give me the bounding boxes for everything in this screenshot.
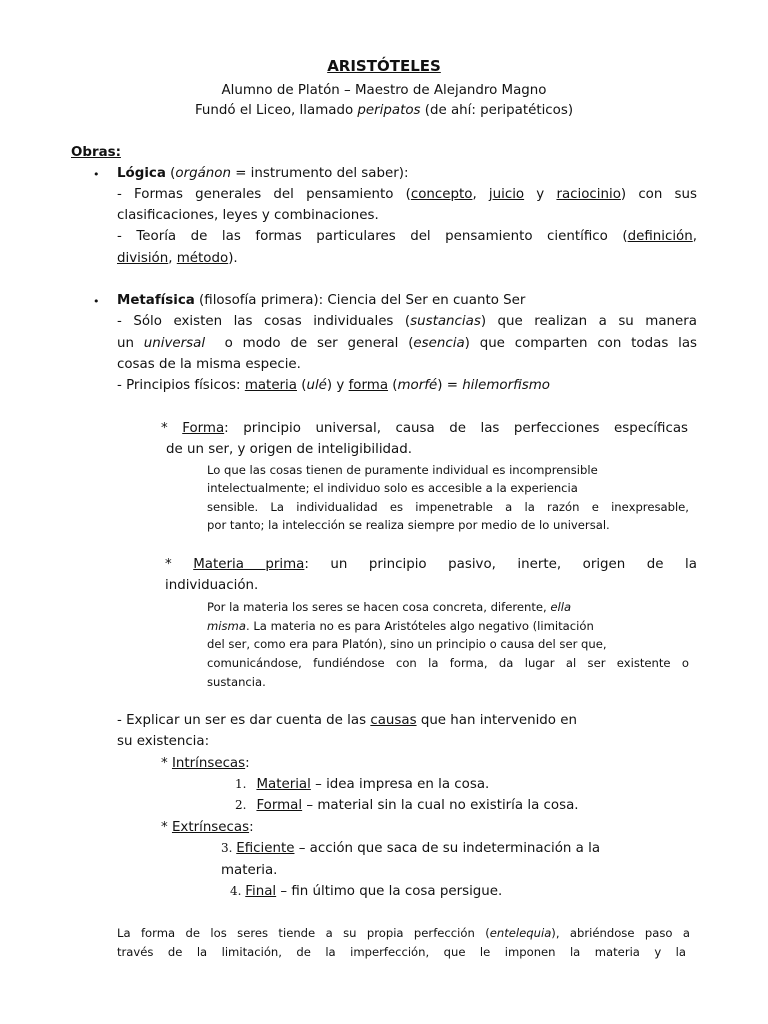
text: : un principio pasivo, inerte, origen de la [304, 557, 697, 572]
juicio-term: juicio [488, 187, 525, 202]
star-mark: * [161, 756, 172, 771]
text: Por la materia los seres se hacen cosa concreta, diferente, [207, 600, 551, 614]
ella-term: ella [550, 600, 572, 614]
logica-line-2: clasificaciones, leyes y combinaciones. [117, 208, 379, 223]
text: - Formas generales del pensamiento ( [117, 187, 411, 202]
text: ). [228, 251, 238, 266]
division-term: división [117, 251, 169, 266]
subtitle-text: (de ahí: peripatéticos) [420, 103, 574, 118]
logica-heading [117, 163, 408, 184]
ule-term: ulé [306, 378, 327, 393]
metafisica-title: Metafísica [117, 293, 195, 308]
text: y [524, 187, 557, 202]
text: – acción que saca de su indeterminación a la [294, 841, 601, 856]
subtitle-line-1: Alumno de Platón – Maestro de Alejandro Magno [221, 83, 547, 98]
closing-line-1 [117, 924, 690, 943]
text: ) con sus [620, 187, 697, 202]
text: que han intervenido en [416, 713, 577, 728]
forma-note-4: por tanto; la intelección se realiza siempre por medio de lo universal. [207, 518, 610, 532]
text: – fin último que la cosa persigue. [276, 884, 503, 899]
forma-label: Forma [182, 421, 225, 436]
text: = instrumento del saber): [230, 166, 409, 181]
text: . La materia no es para Aristóteles algo negativo (limitación [245, 619, 594, 633]
final-label: Final [245, 884, 277, 899]
hilemorfismo-term: hilemorfismo [462, 378, 550, 393]
text: - Sólo existen las cosas individuales ( [117, 314, 411, 329]
causas-line-2: su existencia: [117, 734, 210, 749]
forma-line-1 [161, 418, 688, 439]
text: ) que comparten con todas las [464, 336, 698, 351]
intrinsecas-label: Intrínsecas [171, 756, 246, 771]
causa-item-3 [221, 838, 600, 859]
text: o modo de ser general ( [205, 336, 414, 351]
item-number: 2. [235, 798, 247, 812]
definicion-term: definición [627, 229, 693, 244]
text: – idea impresa en la cosa. [310, 777, 490, 792]
text: - Explicar un ser es dar cuenta de las [117, 713, 371, 728]
materia-note-5: sustancia. [207, 675, 266, 689]
obras-heading: Obras: [71, 145, 121, 160]
materia-prima-label: Materia prima [193, 557, 305, 572]
text: - Principios físicos: [117, 378, 245, 393]
materia-note-2 [207, 617, 594, 636]
item-number: 3. [221, 841, 237, 855]
metafisica-line-2 [117, 333, 697, 354]
forma-term: forma [348, 378, 389, 393]
causa-item-1 [235, 774, 489, 795]
text: : principio universal, causa de las perfecciones específicas [224, 421, 689, 436]
subtitle-line-2 [0, 100, 768, 121]
causa-item-2 [235, 795, 579, 816]
misma-term: misma [207, 619, 246, 633]
star-mark: * [161, 421, 183, 436]
text: , [472, 187, 489, 202]
materia-line-1 [165, 554, 697, 575]
peripatos-term: peripatos [357, 103, 421, 118]
text: – material sin la cual no existiría la cosa. [302, 798, 579, 813]
materia-note-1 [207, 598, 571, 617]
metafisica-line-3: cosas de la misma especie. [117, 357, 301, 372]
forma-line-2: de un ser, y origen de inteligibilidad. [166, 442, 413, 457]
text: , [168, 251, 177, 266]
text: ) = [437, 378, 463, 393]
metafisica-heading [117, 290, 525, 311]
concepto-term: concepto [410, 187, 473, 202]
star-mark: * [165, 557, 194, 572]
extrinsecas-label: Extrínsecas [171, 820, 250, 835]
sustancias-term: sustancias [410, 314, 481, 329]
morfe-term: morfé [397, 378, 438, 393]
bullet-icon: • [93, 168, 100, 181]
materia-note-3: del ser, como era para Platón), sino un principio o causa del ser que, [207, 637, 607, 651]
item-number: 4. [230, 884, 246, 898]
causa-item-4 [230, 881, 502, 902]
bullet-icon: • [93, 295, 100, 308]
forma-note-3: sensible. La individualidad es impenetrable a la razón e inexpresable, [207, 500, 689, 514]
text: (filosofía primera): Ciencia del Ser en cuanto Ser [194, 293, 526, 308]
star-mark: * [161, 820, 172, 835]
text: ( [165, 166, 176, 181]
extrinsecas-heading [161, 817, 254, 838]
text: ( [296, 378, 307, 393]
text: ) y [326, 378, 349, 393]
materia-term: materia [244, 378, 297, 393]
materia-note-4: comunicándose, fundiéndose con la forma, da lugar al ser existente o [207, 656, 689, 670]
logica-line-1 [117, 184, 697, 205]
metodo-term: método [176, 251, 229, 266]
text: ) que realizan a su manera [480, 314, 697, 329]
closing-line-2: través de la limitación, de la imperfección, que le imponen la materia y la [117, 945, 686, 959]
text: : [249, 820, 254, 835]
page-title: ARISTÓTELES [327, 57, 441, 75]
metafisica-line-4 [117, 375, 550, 396]
text: ( [388, 378, 398, 393]
causas-term: causas [370, 713, 417, 728]
text: : [245, 756, 250, 771]
formal-label: Formal [256, 798, 303, 813]
metafisica-line-1 [117, 311, 697, 332]
text: , [692, 229, 697, 244]
esencia-term: esencia [413, 336, 465, 351]
causa-item-3-cont: materia. [221, 863, 278, 878]
forma-note-2: intelectualmente; el individuo solo es accesible a la experiencia [207, 481, 578, 495]
logica-line-3 [117, 226, 697, 247]
text: ), abriéndose paso a [551, 926, 690, 940]
eficiente-label: Eficiente [236, 841, 295, 856]
materia-line-2: individuación. [165, 578, 259, 593]
material-label: Material [256, 777, 311, 792]
entelequia-term: entelequia [489, 926, 552, 940]
text: un [117, 336, 144, 351]
logica-line-4 [117, 248, 238, 269]
subtitle-text: Fundó el Liceo, llamado [194, 103, 358, 118]
universal-term: universal [143, 336, 206, 351]
intrinsecas-heading [161, 753, 250, 774]
forma-note-1: Lo que las cosas tienen de puramente individual es incomprensible [207, 463, 598, 477]
text: - Teoría de las formas particulares del pensamiento científico ( [117, 229, 628, 244]
raciocinio-term: raciocinio [556, 187, 621, 202]
text: La forma de los seres tiende a su propia perfección ( [117, 926, 490, 940]
organon-term: orgánon [175, 166, 231, 181]
causas-line-1 [117, 710, 577, 731]
item-number: 1. [235, 777, 247, 791]
logica-title: Lógica [117, 166, 166, 181]
